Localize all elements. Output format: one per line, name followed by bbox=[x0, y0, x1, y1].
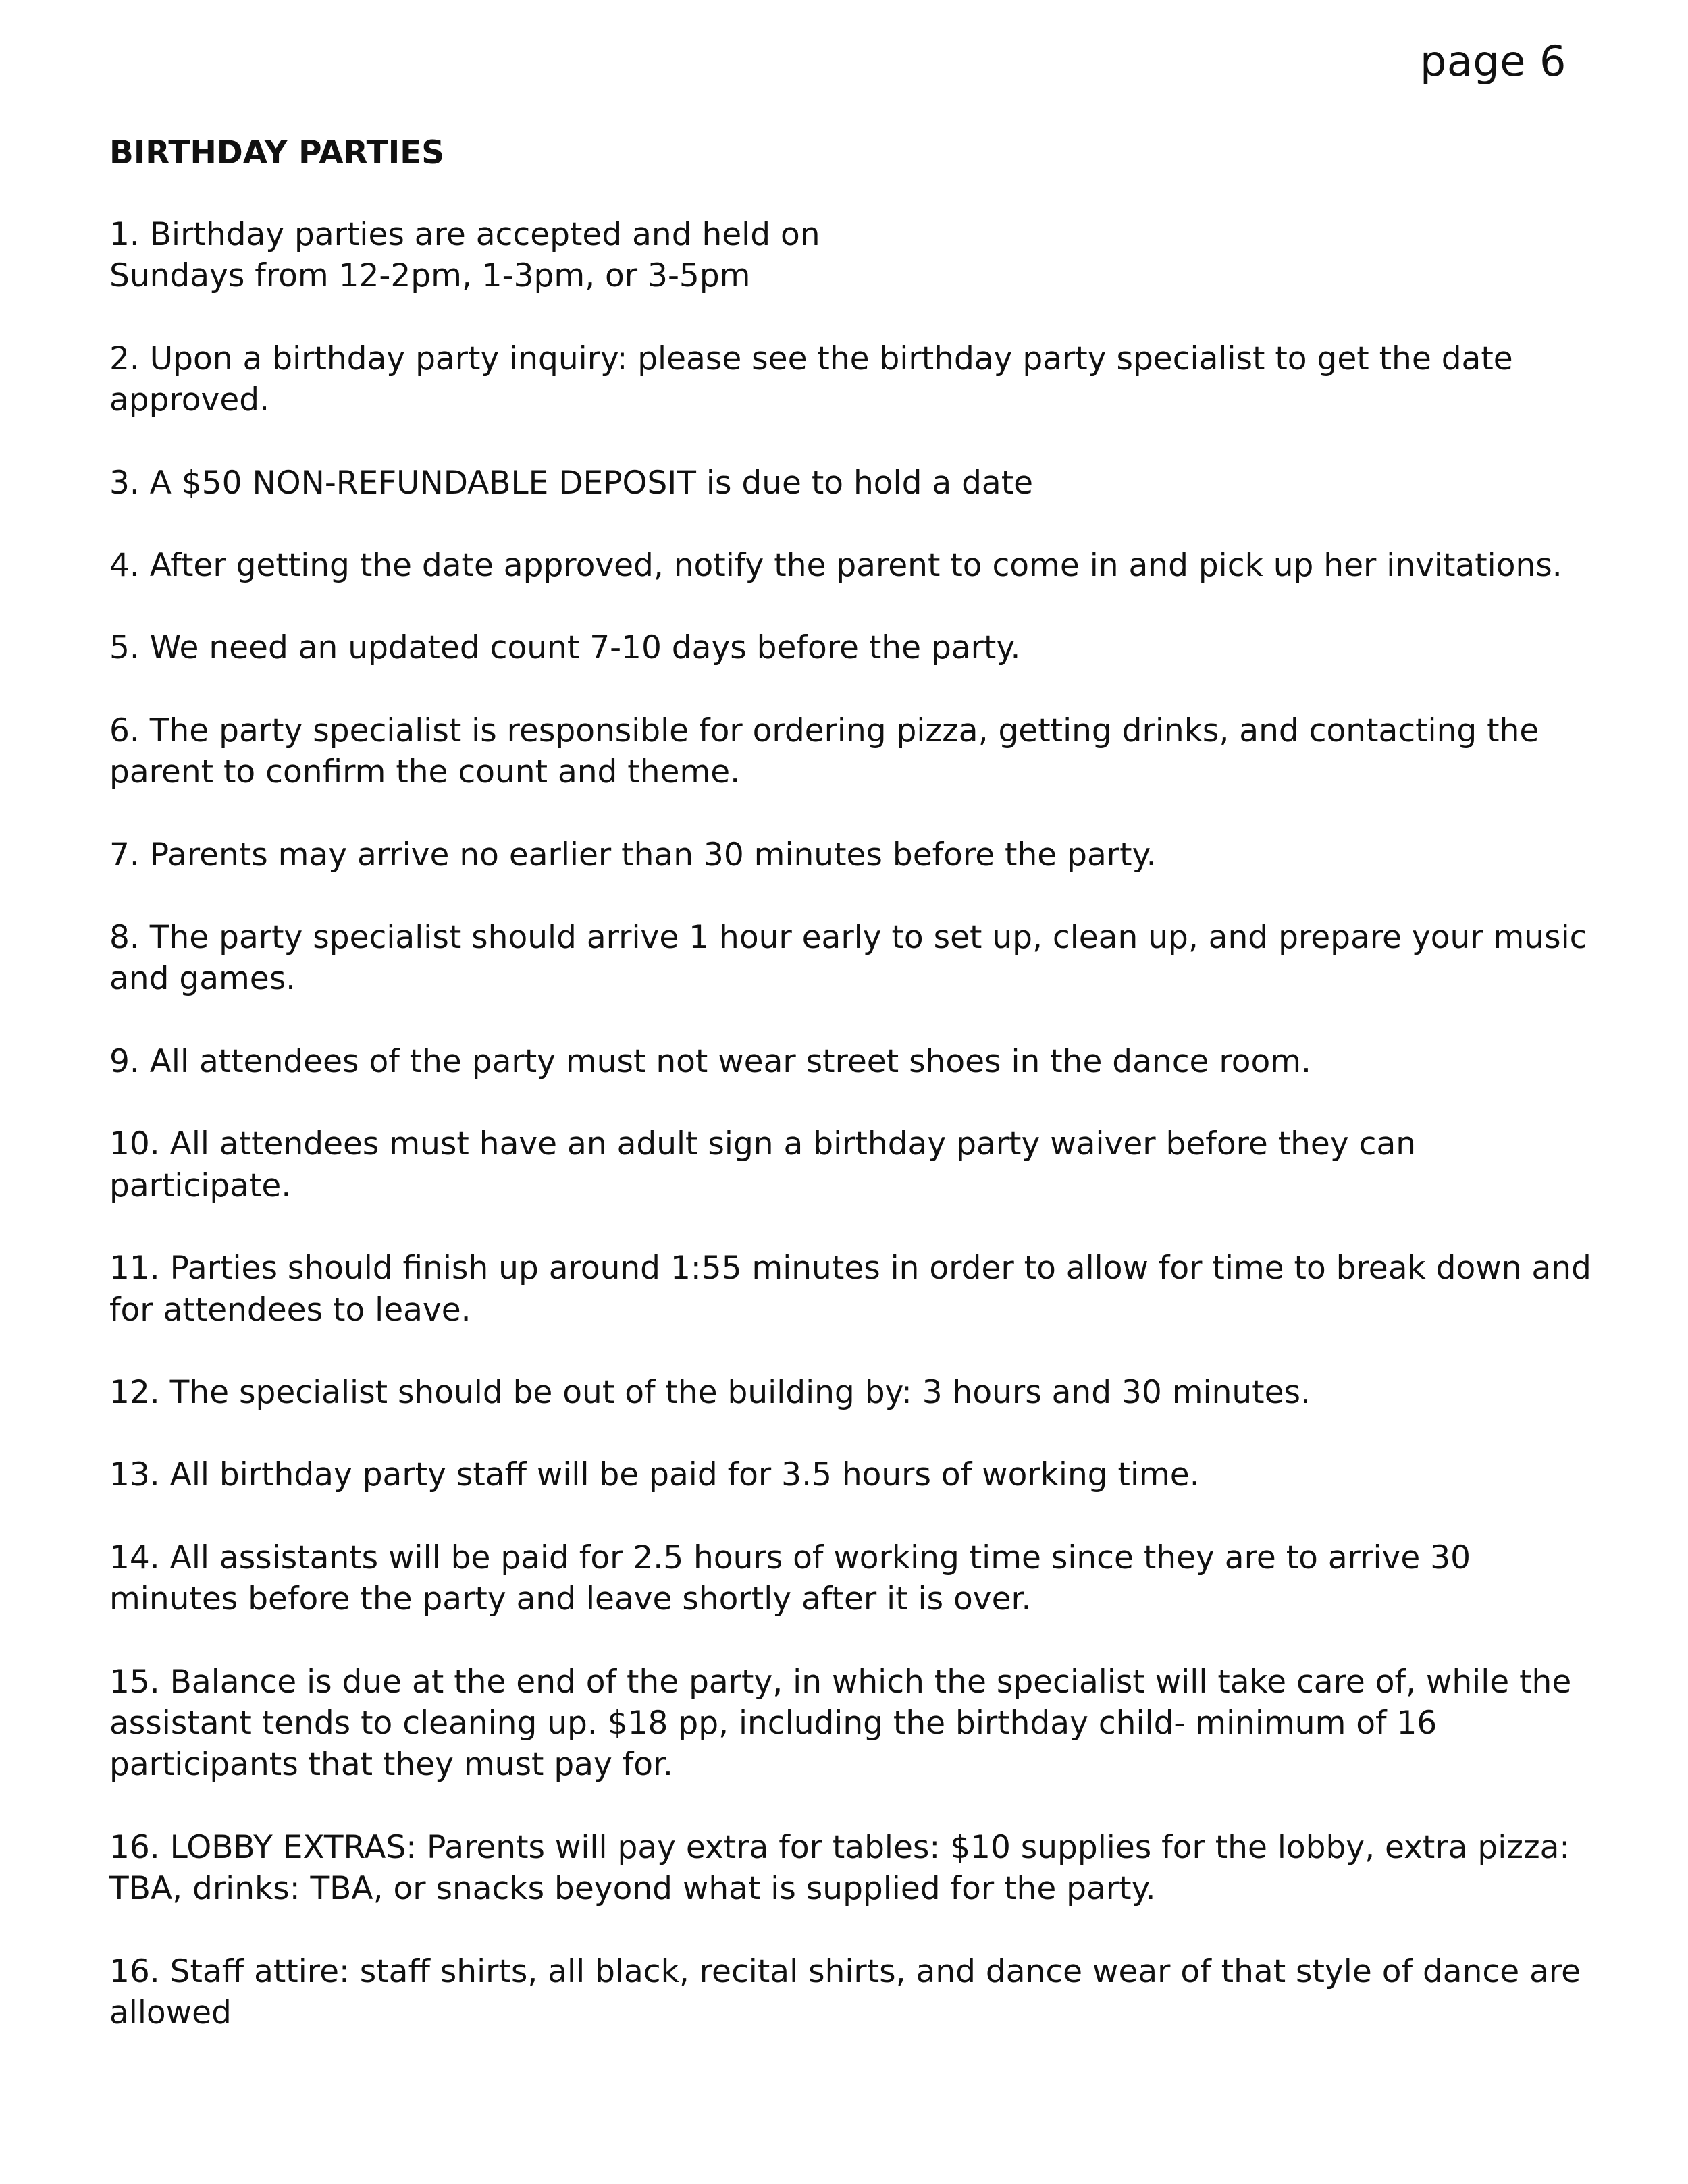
rule-item: 1. Birthday parties are accepted and held on Sundays from 12-2pm, 1-3pm, or 3-5pm bbox=[109, 216, 820, 295]
section-heading: BIRTHDAY PARTIES bbox=[109, 134, 445, 171]
rule-item: 13. All birthday party staff will be paid for 3.5 hours of working time. bbox=[109, 1456, 1200, 1494]
rule-item: 2. Upon a birthday party inquiry: please see the birthday party specialist to get the date approved. bbox=[109, 340, 1513, 419]
rule-item: 4. After getting the date approved, notify the parent to come in and pick up her invitations. bbox=[109, 547, 1562, 585]
rule-item: 3. A $50 NON-REFUNDABLE DEPOSIT is due to hold a date bbox=[109, 464, 1034, 502]
page-number: page 6 bbox=[1419, 36, 1566, 86]
rules-list bbox=[109, 214, 1595, 2033]
rule-item: 16. Staff attire: staff shirts, all black, recital shirts, and dance wear of that style of dance are allowed bbox=[109, 1952, 1581, 2031]
rule-item: 15. Balance is due at the end of the party, in which the specialist will take care of, while the assistant tends to cleaning up. $18 pp, including the birthday child- minimum of 16 participants that they must pay for. bbox=[109, 1663, 1572, 1784]
rule-item: 8. The party specialist should arrive 1 hour early to set up, clean up, and prepare your music and games. bbox=[109, 919, 1587, 998]
rule-item: 10. All attendees must have an adult sign a birthday party waiver before they can participate. bbox=[109, 1125, 1417, 1204]
rule-item: 5. We need an updated count 7-10 days before the party. bbox=[109, 629, 1021, 667]
rule-item: 11. Parties should finish up around 1:55 minutes in order to allow for time to break down and for attendees to leave. bbox=[109, 1250, 1591, 1329]
document-body bbox=[109, 132, 1595, 2075]
rule-item: 16. LOBBY EXTRAS: Parents will pay extra for tables: $10 supplies for the lobby, extra pizza: TBA, drinks: TBA, or snacks beyond what is supplied for the party. bbox=[109, 1828, 1571, 1908]
rule-item: 6. The party specialist is responsible for ordering pizza, getting drinks, and contacting the parent to confirm the count and theme. bbox=[109, 712, 1539, 791]
rule-item: 7. Parents may arrive no earlier than 30 minutes before the party. bbox=[109, 836, 1157, 874]
rule-item: 12. The specialist should be out of the building by: 3 hours and 30 minutes. bbox=[109, 1373, 1311, 1411]
rule-item: 14. All assistants will be paid for 2.5 hours of working time since they are to arrive 30 minutes before the party and leave shortly after it is over. bbox=[109, 1539, 1471, 1618]
rule-item: 9. All attendees of the party must not wear street shoes in the dance room. bbox=[109, 1042, 1311, 1080]
